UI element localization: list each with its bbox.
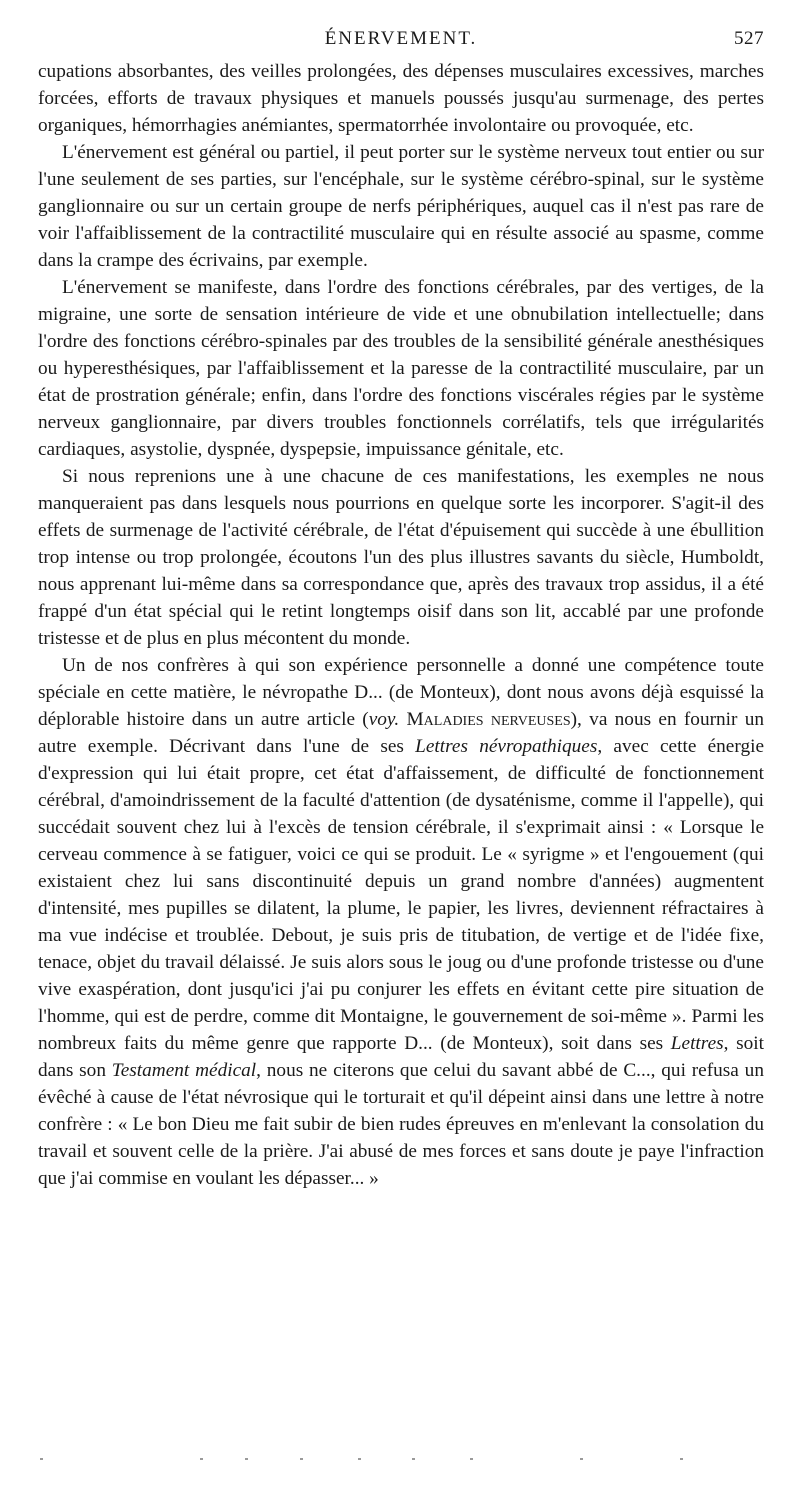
paragraph-5 (38, 652, 764, 1192)
paragraph-5-text-1: Un de nos confrères à qui son expérience personnelle a donné une compétence toute spéciale en cette matière, le névropathe D... (de Monteux), dont nous avons déjà esquissé la déplorable histoire dans un autre article ( (38, 655, 764, 730)
paragraph-5-text-5: , nous ne citerons que celui du savant abbé de C..., qui refusa un évêché à cause de l'état névrosique qui le torturait et qu'il dépeint ainsi dans une lettre à notre confrère : « Le bon Dieu me fait subir de bien rudes épreuves en m'enlevant la consolation du travail et souvent celle de la prière. J'ai abusé de mes forces et sans doute je paye l'infraction que j'ai commise en voulant les dépasser... » (38, 1060, 764, 1189)
paragraph-3: L'énervement se manifeste, dans l'ordre des fonctions cérébrales, par des vertiges, de la migraine, une sorte de sensation intérieure de vide et une obnubilation intellectuelle; dans l'ordre des fonctions cérébro-spinales par des troubles de la sensibilité générale anesthésiques ou hyperesthésiques, par l'affaiblissement et la paresse de la contractilité musculaire, par un état de prostration générale; enfin, dans l'ordre des fonctions viscérales régies par le système nerveux ganglionnaire, par divers troubles fonctionnels corrélatifs, tels que irrégularités cardiaques, asystolie, dyspnée, dyspepsie, impuissance génitale, etc. (38, 277, 764, 460)
paragraph-5-text-2: ), va nous en fournir un autre exemple. Décrivant dans l'une de ses (38, 709, 764, 757)
voy-abbreviation: voy. (368, 709, 400, 730)
page-number: 527 (734, 28, 764, 49)
body-text (38, 58, 764, 1192)
bottom-scan-marks (40, 1458, 760, 1468)
paragraph-4: Si nous reprenions une à une chacune de ces manifestations, les exemples ne nous manqueraient pas dans lesquels nous pourrions en quelque sorte les incorporer. S'agit-il des effets de surmenage de l'activité cérébrale, de l'état d'épuisement qui succède à une ébullition trop intense ou trop prolongée, écoutons l'un des plus illustres savants du siècle, Humboldt, nous apprenant lui-même dans sa correspondance que, après des travaux trop assidus, il a été frappé d'un état spécial qui le retint longtemps oisif dans son lit, accablé par une profonde tristesse et de plus en plus mécontent du monde. (38, 466, 764, 649)
running-title: ÉNERVEMENT. (324, 28, 478, 49)
paragraph-5-text-4: , soit dans son (38, 1033, 764, 1081)
cross-reference-maladies-nerveuses: Maladies nerveuses (406, 709, 571, 730)
paragraph-2: L'énervement est général ou partiel, il peut porter sur le système nerveux tout entier ou sur l'une seulement de ses parties, sur l'encéphale, sur le système cérébro-spinal, sur le système ganglionnaire ou sur un certain groupe de nerfs périphériques, auquel cas il n'est pas rare de voir l'affaiblissement de la contractilité musculaire qui en résulte associé au spasme, comme dans la crampe des écrivains, par exemple. (38, 142, 764, 271)
running-head (38, 28, 764, 56)
paragraph-5-text-3: , avec cette énergie d'expression qui lui était propre, cet état d'affaissement, de difficulté de fonctionnement cérébral, d'amoindrissement de la faculté d'attention (de dysaténisme, comme il l'appelle), qui succédait souvent chez lui à l'excès de tension cérébrale, il s'exprimait ainsi : « Lorsque le cerveau commence à se fatiguer, voici ce qui se produit. Le « syrigme » et l'engouement (qui existaient chez lui sans discontinuité depuis un grand nombre d'années) augmentent d'intensité, mes pupilles se dilatent, la plume, le papier, les livres, deviennent réfractaires à ma vue indécise et troublée. Debout, je suis pris de titubation, de vertige et de l'idée fixe, tenace, objet du travail délaissé. Je suis alors sous le joug ou d'une profonde tristesse ou d'une vive exaspération, dont jusqu'ici j'ai pu conjurer les effets en évitant cette pire situation de l'homme, qui est de perdre, comme dit Montaigne, le gouvernement de soi-même ». Parmi les nombreux faits du même genre que rapporte D... (de Monteux), soit dans ses (38, 736, 764, 1054)
title-lettres-nevropathiques: Lettres névropathiques (415, 736, 598, 757)
title-testament-medical: Testament médical (111, 1060, 257, 1081)
book-page (38, 28, 764, 1192)
title-lettres: Lettres (670, 1033, 724, 1054)
paragraph-1: cupations absorbantes, des veilles prolongées, des dépenses musculaires excessives, marches forcées, efforts de travaux physiques et manuels poussés jusqu'au surmenage, des pertes organiques, hémorrhagies anémiantes, spermatorrhée involontaire ou provoquée, etc. (38, 61, 764, 136)
